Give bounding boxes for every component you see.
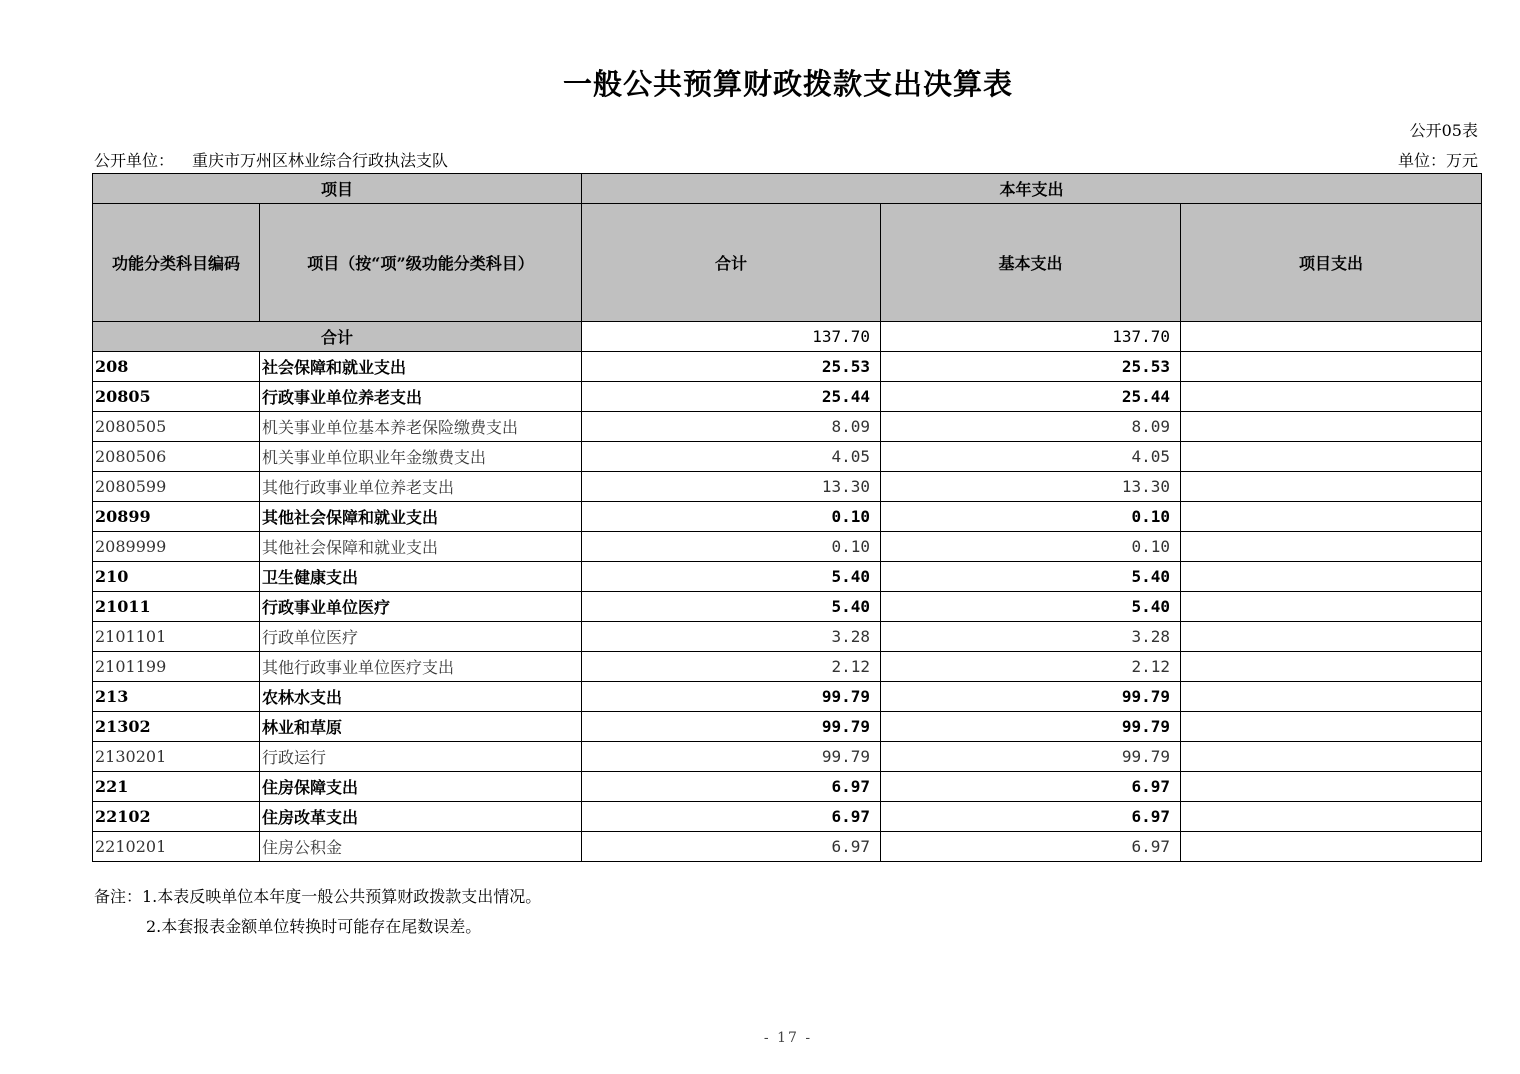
row-basic: 8.09 — [881, 412, 1181, 442]
row-name: 农林水支出 — [260, 682, 582, 712]
row-total: 6.97 — [582, 772, 881, 802]
table-row — [93, 742, 1482, 772]
row-total: 99.79 — [582, 712, 881, 742]
row-project — [1181, 802, 1482, 832]
table-row — [93, 352, 1482, 382]
row-total: 25.53 — [582, 352, 881, 382]
row-basic: 2.12 — [881, 652, 1181, 682]
table-row — [93, 712, 1482, 742]
row-name: 行政运行 — [260, 742, 582, 772]
row-name: 住房公积金 — [260, 832, 582, 862]
row-basic: 5.40 — [881, 562, 1181, 592]
row-project — [1181, 772, 1482, 802]
row-code: 20899 — [93, 502, 260, 532]
table-row — [93, 772, 1482, 802]
expenditure-table — [92, 173, 1482, 862]
row-code: 210 — [93, 562, 260, 592]
row-project — [1181, 742, 1482, 772]
row-code: 208 — [93, 352, 260, 382]
notes — [94, 882, 541, 942]
row-total: 5.40 — [582, 562, 881, 592]
header-total: 合计 — [582, 204, 881, 322]
row-project — [1181, 712, 1482, 742]
row-project — [1181, 832, 1482, 862]
row-code: 2089999 — [93, 532, 260, 562]
page-number: - 17 - — [763, 1030, 813, 1046]
row-name: 行政事业单位医疗 — [260, 592, 582, 622]
row-name: 其他社会保障和就业支出 — [260, 532, 582, 562]
row-basic: 25.44 — [881, 382, 1181, 412]
row-basic: 0.10 — [881, 502, 1181, 532]
page-title: 一般公共预算财政拨款支出决算表 — [562, 67, 1013, 101]
row-name: 机关事业单位基本养老保险缴费支出 — [260, 412, 582, 442]
row-code: 2130201 — [93, 742, 260, 772]
row-code: 2080506 — [93, 442, 260, 472]
form-number: 公开05表 — [1409, 121, 1478, 140]
header-year-expense: 本年支出 — [582, 174, 1482, 204]
table-row — [93, 562, 1482, 592]
reporting-unit-name: 重庆市万州区林业综合行政执法支队 — [192, 151, 449, 170]
table-row — [93, 622, 1482, 652]
row-basic: 6.97 — [881, 802, 1181, 832]
row-total: 99.79 — [582, 682, 881, 712]
row-project — [1181, 592, 1482, 622]
reporting-unit-label: 公开单位： — [94, 151, 175, 170]
row-project — [1181, 352, 1482, 382]
table-row — [93, 682, 1482, 712]
table-row — [93, 502, 1482, 532]
total-amount: 137.70 — [582, 322, 881, 352]
row-project — [1181, 382, 1482, 412]
row-total: 2.12 — [582, 652, 881, 682]
table-row — [93, 802, 1482, 832]
row-total: 99.79 — [582, 742, 881, 772]
row-total: 6.97 — [582, 832, 881, 862]
table-row — [93, 472, 1482, 502]
row-name: 其他行政事业单位医疗支出 — [260, 652, 582, 682]
row-basic: 99.79 — [881, 682, 1181, 712]
row-project — [1181, 502, 1482, 532]
row-code: 2080599 — [93, 472, 260, 502]
row-total: 4.05 — [582, 442, 881, 472]
row-code: 2080505 — [93, 412, 260, 442]
row-project — [1181, 562, 1482, 592]
row-name: 机关事业单位职业年金缴费支出 — [260, 442, 582, 472]
row-code: 213 — [93, 682, 260, 712]
row-name: 林业和草原 — [260, 712, 582, 742]
row-total: 8.09 — [582, 412, 881, 442]
row-code: 221 — [93, 772, 260, 802]
total-label: 合计 — [93, 322, 582, 352]
row-project — [1181, 682, 1482, 712]
row-total: 13.30 — [582, 472, 881, 502]
table-row — [93, 832, 1482, 862]
row-basic: 6.97 — [881, 832, 1181, 862]
row-project — [1181, 472, 1482, 502]
row-name: 其他社会保障和就业支出 — [260, 502, 582, 532]
row-name: 行政事业单位养老支出 — [260, 382, 582, 412]
row-basic: 4.05 — [881, 442, 1181, 472]
header-code: 功能分类科目编码 — [93, 204, 260, 322]
row-basic: 5.40 — [881, 592, 1181, 622]
row-project — [1181, 652, 1482, 682]
row-basic: 0.10 — [881, 532, 1181, 562]
row-name: 卫生健康支出 — [260, 562, 582, 592]
total-row — [93, 322, 1482, 352]
table-row — [93, 592, 1482, 622]
header-project: 项目 — [93, 174, 582, 204]
note-2: 2.本套报表金额单位转换时可能存在尾数误差。 — [146, 917, 482, 936]
row-name: 其他行政事业单位养老支出 — [260, 472, 582, 502]
row-code: 21011 — [93, 592, 260, 622]
total-project — [1181, 322, 1482, 352]
row-basic: 99.79 — [881, 742, 1181, 772]
table-row — [93, 532, 1482, 562]
row-name: 住房改革支出 — [260, 802, 582, 832]
row-basic: 3.28 — [881, 622, 1181, 652]
row-code: 21302 — [93, 712, 260, 742]
row-total: 6.97 — [582, 802, 881, 832]
note-1: 备注：1.本表反映单位本年度一般公共预算财政拨款支出情况。 — [94, 887, 542, 906]
header-name: 项目（按“项”级功能分类科目） — [260, 204, 582, 322]
row-basic: 99.79 — [881, 712, 1181, 742]
row-basic: 25.53 — [881, 352, 1181, 382]
row-code: 2210201 — [93, 832, 260, 862]
table-row — [93, 652, 1482, 682]
row-code: 22102 — [93, 802, 260, 832]
row-project — [1181, 622, 1482, 652]
header-basic: 基本支出 — [881, 204, 1181, 322]
row-code: 2101199 — [93, 652, 260, 682]
row-basic: 13.30 — [881, 472, 1181, 502]
header-project-expense: 项目支出 — [1181, 204, 1482, 322]
row-name: 住房保障支出 — [260, 772, 582, 802]
table-row — [93, 412, 1482, 442]
row-total: 5.40 — [582, 592, 881, 622]
row-total: 0.10 — [582, 532, 881, 562]
row-code: 2101101 — [93, 622, 260, 652]
row-basic: 6.97 — [881, 772, 1181, 802]
row-name: 行政单位医疗 — [260, 622, 582, 652]
row-total: 3.28 — [582, 622, 881, 652]
reporting-unit — [94, 148, 448, 171]
table-row — [93, 442, 1482, 472]
table-row — [93, 382, 1482, 412]
row-total: 0.10 — [582, 502, 881, 532]
row-total: 25.44 — [582, 382, 881, 412]
money-unit: 单位：万元 — [1397, 151, 1478, 170]
row-project — [1181, 532, 1482, 562]
row-code: 20805 — [93, 382, 260, 412]
row-project — [1181, 442, 1482, 472]
row-name: 社会保障和就业支出 — [260, 352, 582, 382]
row-project — [1181, 412, 1482, 442]
total-basic: 137.70 — [881, 322, 1181, 352]
